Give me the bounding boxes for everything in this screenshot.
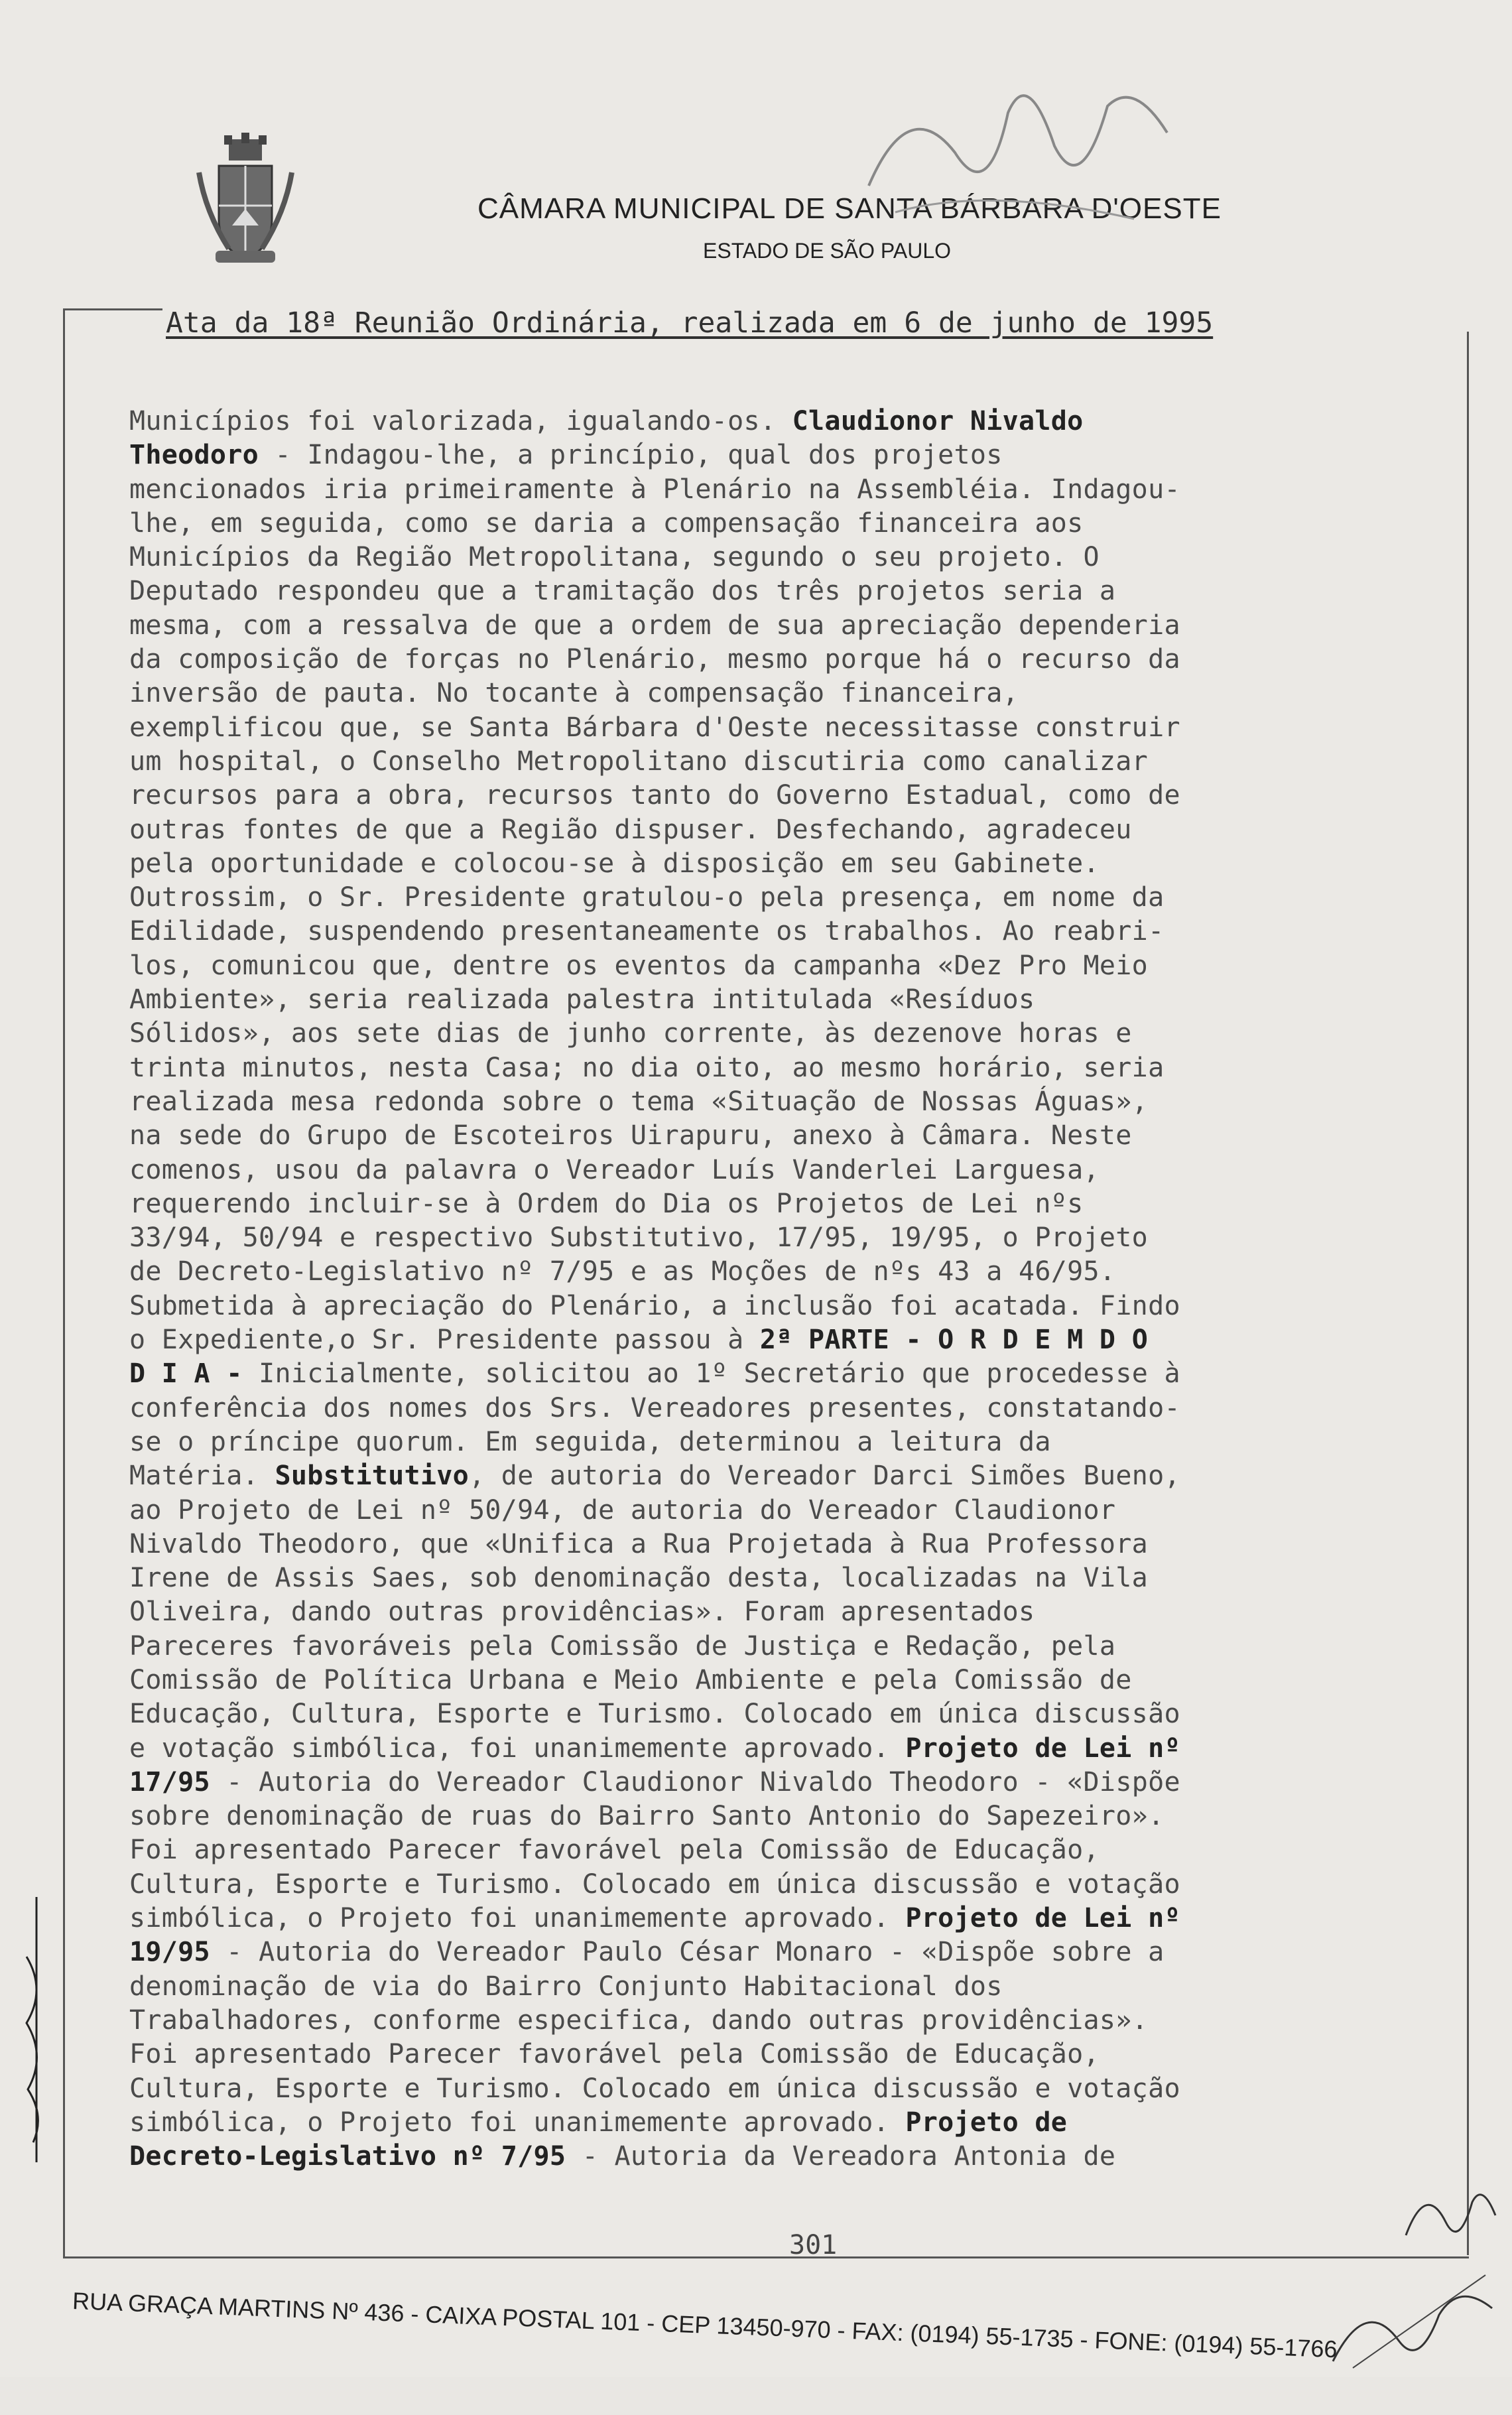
text-line xyxy=(129,2038,1449,2071)
text-segment: Sólidos», aos sete dias de junho corrente, às dezenove horas e xyxy=(129,1018,1132,1049)
page-frame-top xyxy=(63,308,162,310)
bold-text: Claudionor Nivaldo xyxy=(792,406,1084,436)
text-segment: simbólica, o Projeto foi unanimemente aprovado. xyxy=(129,1903,906,1934)
page-frame-left xyxy=(63,308,65,2258)
text-segment: Comissão de Política Urbana e Meio Ambiente e pela Comissão de xyxy=(129,1664,1132,1695)
text-segment: Edilidade, suspendendo presentaneamente os trabalhos. Ao reabri- xyxy=(129,916,1165,947)
text-line xyxy=(129,1051,1449,1085)
text-line xyxy=(129,438,1449,472)
text-segment: Municípios da Região Metropolitana, segundo o seu projeto. O xyxy=(129,542,1100,573)
text-segment: realizada mesa redonda sobre o tema «Situação de Nossas Águas», xyxy=(129,1086,1149,1117)
text-line xyxy=(129,1459,1449,1493)
page-frame-bottom xyxy=(63,2256,1469,2258)
text-line xyxy=(129,1392,1449,1425)
text-line xyxy=(129,1323,1449,1357)
text-line xyxy=(129,677,1449,710)
text-line xyxy=(129,1153,1449,1187)
minutes-body xyxy=(129,405,1449,2174)
text-segment: Oliveira, dando outras providências». Foram apresentados xyxy=(129,1597,1035,1628)
bold-text: D I A - xyxy=(129,1358,243,1390)
text-line xyxy=(129,1494,1449,1528)
text-segment: sobre denominação de ruas do Bairro Santo Antonio do Sapezeiro». xyxy=(129,1801,1165,1832)
text-line xyxy=(129,1017,1449,1051)
text-line xyxy=(129,1833,1449,1867)
text-line xyxy=(129,1595,1449,1629)
bold-text: Decreto-Legislativo nº 7/95 xyxy=(129,2141,566,2172)
municipal-crest-icon xyxy=(192,133,298,269)
text-segment: mesma, com a ressalva de que a ordem de sua apreciação dependeria xyxy=(129,610,1180,641)
text-segment: se o príncipe quorum. Em seguida, determinou a leitura da xyxy=(129,1426,1051,1457)
text-line xyxy=(129,2004,1449,2038)
text-segment: de Decreto-Legislativo nº 7/95 e as Moções de nºs 43 a 46/95. xyxy=(129,1256,1116,1287)
page-number: 301 xyxy=(789,2230,838,2260)
text-line xyxy=(129,1528,1449,1561)
bold-text: Projeto de Lei nº xyxy=(905,1732,1180,1764)
text-line xyxy=(129,1630,1449,1664)
text-line xyxy=(129,2072,1449,2106)
text-line xyxy=(129,1664,1449,1697)
minutes-title: Ata da 18ª Reunião Ordinária, realizada em 6 de junho de 1995 xyxy=(166,306,1214,340)
text-line xyxy=(129,1799,1449,1833)
text-line xyxy=(129,813,1449,847)
text-segment: recursos para a obra, recursos tanto do Governo Estadual, como de xyxy=(129,780,1180,811)
text-segment: denominação de via do Bairro Conjunto Habitacional dos xyxy=(129,1971,1003,2002)
text-line xyxy=(129,1357,1449,1391)
text-line xyxy=(129,745,1449,779)
text-segment: e votação simbólica, foi unanimemente aprovado. xyxy=(129,1732,906,1764)
text-line xyxy=(129,1766,1449,1799)
bold-text: Substitutivo xyxy=(275,1461,470,1492)
text-segment: 33/94, 50/94 e respectivo Substitutivo, 17/95, 19/95, o Projeto xyxy=(129,1222,1149,1254)
bold-text: Projeto de xyxy=(905,2107,1068,2138)
text-segment: outras fontes de que a Região dispuser. Desfechando, agradeceu xyxy=(129,814,1132,845)
text-segment: Trabalhadores, conforme especifica, dando outras providências». xyxy=(129,2004,1149,2036)
text-line xyxy=(129,1970,1449,2004)
signature-top xyxy=(855,53,1187,252)
text-segment: lhe, em seguida, como se daria a compensação financeira aos xyxy=(129,507,1084,539)
chamber-name: CÂMARA MUNICIPAL DE SANTA BÁRBARA D'OESTE xyxy=(477,192,1222,225)
margin-signature xyxy=(13,1890,60,2169)
text-segment: Municípios foi valorizada, igualando-os. xyxy=(129,406,792,436)
page-frame-right xyxy=(1467,332,1469,2255)
text-segment: da composição de forças no Plenário, mesmo porque há o recurso da xyxy=(129,644,1180,675)
text-line xyxy=(129,1187,1449,1221)
signature-bottom-right xyxy=(1399,2176,1499,2255)
text-segment: inversão de pauta. No tocante à compensação financeira, xyxy=(129,678,1019,709)
text-segment: pela oportunidade e colocou-se à disposição em seu Gabinete. xyxy=(129,848,1100,879)
text-line xyxy=(129,405,1449,438)
text-line xyxy=(129,847,1449,881)
text-segment: - Indagou-lhe, a princípio, qual dos projetos xyxy=(259,440,1003,471)
text-segment: simbólica, o Projeto foi unanimemente aprovado. xyxy=(129,2107,906,2138)
text-segment: trinta minutos, nesta Casa; no dia oito, ao mesmo horário, seria xyxy=(129,1052,1165,1083)
text-line xyxy=(129,1732,1449,1766)
text-line xyxy=(129,541,1449,574)
text-line xyxy=(129,881,1449,915)
text-line xyxy=(129,1289,1449,1323)
text-segment: na sede do Grupo de Escoteiros Uirapuru, anexo à Câmara. Neste xyxy=(129,1120,1132,1151)
text-segment: Nivaldo Theodoro, que «Unifica a Rua Projetada à Rua Professora xyxy=(129,1528,1149,1559)
state-name: ESTADO DE SÃO PAULO xyxy=(703,239,952,263)
text-line xyxy=(129,1868,1449,1902)
text-segment: Deputado respondeu que a tramitação dos três projetos seria a xyxy=(129,576,1116,607)
text-line xyxy=(129,711,1449,745)
text-segment: um hospital, o Conselho Metropolitano discutiria como canalizar xyxy=(129,746,1149,777)
text-line xyxy=(129,1119,1449,1153)
text-segment: requerendo incluir-se à Ordem do Dia os Projetos de Lei nºs xyxy=(129,1188,1084,1219)
text-segment: ao Projeto de Lei nº 50/94, de autoria do Vereador Claudionor xyxy=(129,1494,1116,1526)
text-line xyxy=(129,643,1449,677)
text-line xyxy=(129,2140,1449,2174)
text-segment: Outrossim, o Sr. Presidente gratulou-o pela presença, em nome da xyxy=(129,882,1165,913)
text-segment: Cultura, Esporte e Turismo. Colocado em única discussão e votação xyxy=(129,1868,1180,1900)
text-line xyxy=(129,507,1449,541)
text-segment: , de autoria do Vereador Darci Simões Bueno, xyxy=(469,1461,1180,1492)
text-line xyxy=(129,1561,1449,1595)
text-line xyxy=(129,915,1449,948)
text-segment: - Autoria da Vereadora Antonia de xyxy=(566,2141,1116,2172)
letterhead xyxy=(192,133,1452,279)
bold-text: Projeto de Lei nº xyxy=(905,1903,1180,1934)
text-line xyxy=(129,1902,1449,1935)
text-line xyxy=(129,574,1449,608)
text-segment: Matéria. xyxy=(129,1461,275,1492)
text-segment: Cultura, Esporte e Turismo. Colocado em única discussão e votação xyxy=(129,2073,1180,2104)
text-line xyxy=(129,983,1449,1017)
text-line xyxy=(129,1085,1449,1119)
text-line xyxy=(129,949,1449,983)
text-line xyxy=(129,473,1449,507)
text-segment: - Autoria do Vereador Claudionor Nivaldo Theodoro - «Dispõe xyxy=(210,1766,1180,1797)
text-line xyxy=(129,1255,1449,1289)
bold-text: 17/95 xyxy=(129,1766,210,1797)
text-segment: Educação, Cultura, Esporte e Turismo. Colocado em única discussão xyxy=(129,1699,1180,1730)
text-segment: Submetida à apreciação do Plenário, a inclusão foi acatada. Findo xyxy=(129,1290,1180,1321)
text-segment: comenos, usou da palavra o Vereador Luís Vanderlei Larguesa, xyxy=(129,1154,1100,1185)
text-line xyxy=(129,1935,1449,1969)
bold-text: Theodoro xyxy=(129,440,259,471)
bold-text: 2ª PARTE - O R D E M D O xyxy=(759,1325,1149,1356)
text-line xyxy=(129,1425,1449,1459)
text-segment: conferência dos nomes dos Srs. Vereadores presentes, constatando- xyxy=(129,1392,1180,1423)
footer-address: RUA GRAÇA MARTINS Nº 436 - CAIXA POSTAL 101 - CEP 13450-970 - FAX: (0194) 55-1735 - FONE: (0194) 55-1766 xyxy=(72,2287,1338,2363)
signature-footer xyxy=(1326,2268,1499,2375)
text-segment: los, comunicou que, dentre os eventos da campanha «Dez Pro Meio xyxy=(129,950,1149,981)
text-segment: o Expediente,o Sr. Presidente passou à xyxy=(129,1325,760,1356)
text-segment: Foi apresentado Parecer favorável pela Comissão de Educação, xyxy=(129,1835,1100,1866)
text-segment: Pareceres favoráveis pela Comissão de Justiça e Redação, pela xyxy=(129,1630,1116,1662)
text-segment: Foi apresentado Parecer favorável pela Comissão de Educação, xyxy=(129,2039,1100,2070)
text-segment: Ambiente», seria realizada palestra intitulada «Resíduos xyxy=(129,984,1035,1015)
bold-text: 19/95 xyxy=(129,1937,210,1968)
text-line xyxy=(129,1221,1449,1255)
text-line xyxy=(129,1697,1449,1731)
text-segment: exemplificou que, se Santa Bárbara d'Oeste necessitasse construir xyxy=(129,712,1180,743)
text-segment: Inicialmente, solicitou ao 1º Secretário que procedesse à xyxy=(242,1358,1180,1390)
text-segment: - Autoria do Vereador Paulo César Monaro - «Dispõe sobre a xyxy=(210,1937,1165,1968)
text-line xyxy=(129,2106,1449,2140)
text-line xyxy=(129,779,1449,813)
text-line xyxy=(129,609,1449,643)
text-segment: mencionados iria primeiramente à Plenário na Assembléia. Indagou- xyxy=(129,474,1180,505)
text-segment: Irene de Assis Saes, sob denominação desta, localizadas na Vila xyxy=(129,1563,1149,1594)
